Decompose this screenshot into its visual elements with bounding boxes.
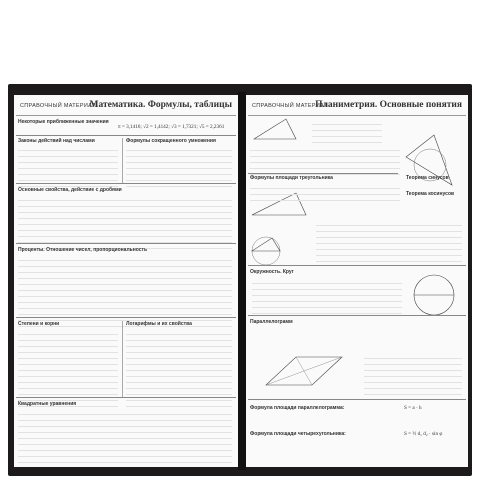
left-page-label: СПРАВОЧНЫЙ МАТЕРИАЛ bbox=[20, 103, 97, 109]
parallelogram-lines bbox=[364, 353, 462, 395]
left-page-title: Математика. Формулы, таблицы bbox=[89, 100, 232, 110]
section-percents: Проценты. Отношение чисел, пропорциональность bbox=[18, 247, 148, 253]
section-quad-area: Формула площади четырехугольника: bbox=[250, 431, 346, 437]
circle-lines bbox=[252, 278, 402, 314]
triangle-figure bbox=[254, 119, 296, 139]
short-mult-lines bbox=[126, 145, 232, 187]
section-laws: Законы действий над числами bbox=[18, 138, 95, 144]
right-triangle-lines bbox=[316, 220, 462, 262]
divider bbox=[16, 317, 236, 318]
right-triangle-figure bbox=[252, 238, 280, 251]
left-page-header bbox=[16, 99, 236, 116]
parallelogram-area-formula: S = a · h bbox=[404, 405, 422, 411]
section-sine-theorem: Теорема синусов bbox=[406, 175, 449, 181]
section-logs: Логарифмы и их свойства bbox=[126, 321, 192, 327]
divider bbox=[16, 243, 236, 244]
divider bbox=[248, 315, 466, 316]
laws-lines bbox=[18, 145, 118, 187]
divider bbox=[16, 397, 236, 398]
column-divider bbox=[122, 321, 123, 397]
section-quadratic: Квадратные уравнения bbox=[18, 401, 77, 407]
column-divider bbox=[122, 138, 123, 183]
section-circle: Окружность. Круг bbox=[250, 269, 294, 275]
divider bbox=[248, 265, 466, 266]
quadratic-lines bbox=[18, 409, 232, 467]
section-fractions: Основные свойства, действие с дробями bbox=[18, 187, 122, 193]
triangle-lines bbox=[250, 145, 400, 175]
section-parallelogram: Параллелограмм bbox=[250, 319, 293, 325]
left-page bbox=[14, 95, 238, 467]
section-short-mult: Формулы сокращенного умножения bbox=[126, 138, 216, 144]
fraction-lines bbox=[18, 195, 232, 249]
divider bbox=[16, 183, 236, 184]
approx-values: π = 3,1416; √2 = 1,4142; √3 = 1,7321; √5 = 2,2361 bbox=[118, 124, 225, 130]
right-page-title: Планиметрия. Основные понятия bbox=[315, 100, 462, 110]
section-approx: Некоторые приближенные значения bbox=[18, 119, 109, 125]
divider bbox=[248, 399, 466, 400]
section-triangle-area: Формулы площади треугольника bbox=[250, 175, 333, 181]
right-page bbox=[246, 95, 468, 467]
section-parallelogram-area: Формула площади параллелограмма: bbox=[250, 405, 345, 411]
binding-gutter bbox=[238, 92, 246, 470]
triangle-props-lines bbox=[312, 119, 382, 143]
divider bbox=[16, 135, 236, 136]
logs-lines bbox=[126, 329, 232, 407]
section-cosine-theorem: Теорема косинусов bbox=[406, 191, 455, 197]
quad-area-formula: S = ½ d₁ d₂ · sin φ bbox=[404, 431, 443, 437]
powers-lines bbox=[18, 329, 118, 407]
divider bbox=[248, 173, 398, 174]
section-powers: Степени и корни bbox=[18, 321, 60, 327]
area-lines bbox=[250, 183, 400, 201]
right-page-label: СПРАВОЧНЫЙ МАТЕРИАЛ bbox=[252, 103, 329, 109]
